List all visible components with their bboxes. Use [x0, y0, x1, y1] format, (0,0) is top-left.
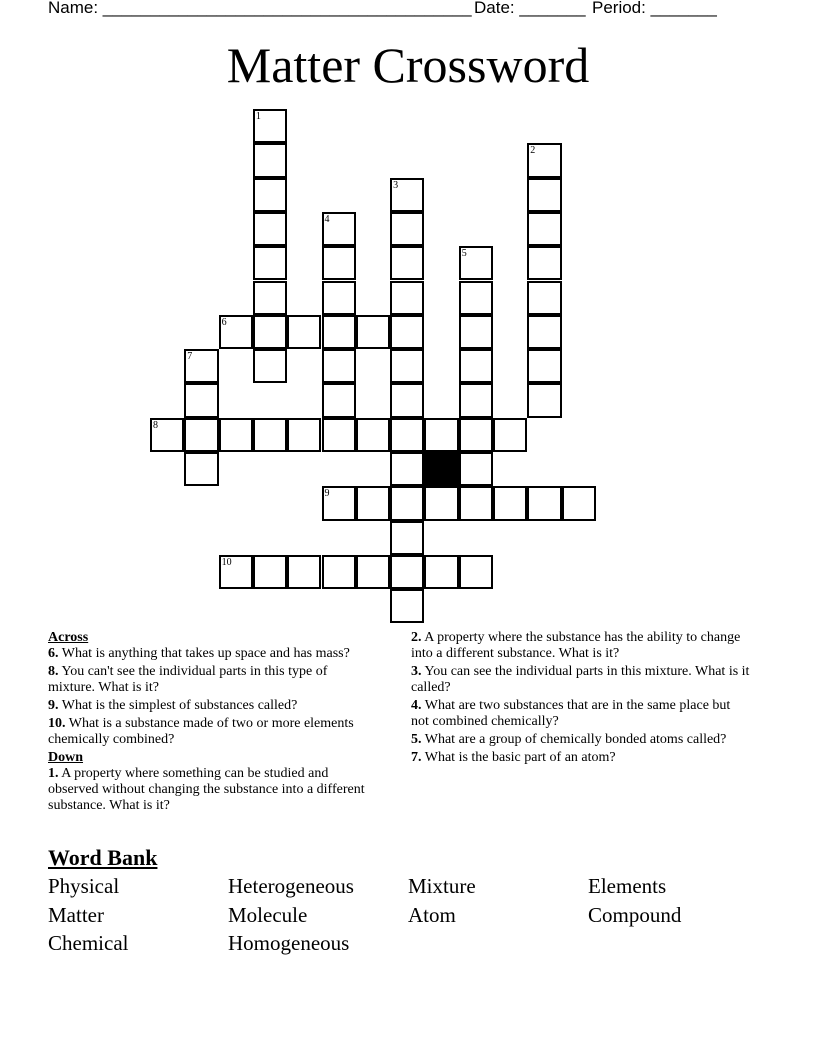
- word-bank-item: Homogeneous: [228, 931, 350, 955]
- grid-cell[interactable]: [322, 349, 356, 383]
- grid-cell[interactable]: [390, 452, 424, 486]
- down-clue-1: 1. A property where something can be studied and observed without changing the substance into a different substance. What is it?: [48, 766, 365, 813]
- clues-left-column: [48, 630, 373, 816]
- across-clue-8: 8. You can't see the individual parts in this type of mixture. What is it?: [48, 664, 328, 695]
- clue-number: 2: [530, 145, 536, 157]
- grid-cell[interactable]: [562, 486, 596, 520]
- word-bank-item: Heterogeneous: [228, 874, 354, 898]
- grid-cell[interactable]: [390, 315, 424, 349]
- grid-cell[interactable]: [253, 212, 287, 246]
- grid-cell[interactable]: [390, 246, 424, 280]
- black-cell: [424, 452, 458, 486]
- across-clue-10: 10. What is a substance made of two or more elements chemically combined?: [48, 716, 354, 747]
- grid-cell[interactable]: [322, 383, 356, 417]
- word-bank-item: Chemical: [48, 931, 129, 955]
- grid-cell[interactable]: [287, 315, 321, 349]
- clue-number: 9: [324, 488, 330, 500]
- grid-cell[interactable]: [253, 143, 287, 177]
- grid-cell[interactable]: [184, 452, 218, 486]
- grid-cell[interactable]: [390, 555, 424, 589]
- grid-cell[interactable]: [493, 418, 527, 452]
- grid-cell[interactable]: [322, 212, 356, 246]
- down-clue-5: 5. What are a group of chemically bonded atoms called?: [411, 732, 727, 747]
- clue-number: 5: [461, 248, 467, 260]
- grid-cell[interactable]: [184, 349, 218, 383]
- page-title: Matter Crossword: [226, 37, 590, 93]
- down-clue-7: 7. What is the basic part of an atom?: [411, 750, 616, 765]
- word-bank-item: Molecule: [228, 903, 308, 927]
- down-clue-2: 2. A property where the substance has the ability to change into a different substance. What is it?: [411, 630, 741, 661]
- grid-cell[interactable]: [150, 418, 184, 452]
- grid-cell[interactable]: [219, 315, 253, 349]
- clue-number: 3: [393, 179, 399, 191]
- clue-number: 6: [221, 316, 227, 328]
- word-bank-item: Elements: [588, 874, 667, 898]
- grid-cell[interactable]: [322, 281, 356, 315]
- grid-cell[interactable]: [527, 212, 561, 246]
- grid-cell[interactable]: [527, 315, 561, 349]
- grid-cell[interactable]: [390, 212, 424, 246]
- grid-cell[interactable]: [459, 281, 493, 315]
- clue-number: 4: [324, 213, 330, 225]
- grid-cell[interactable]: [459, 452, 493, 486]
- grid-cell[interactable]: [356, 315, 390, 349]
- grid-cell[interactable]: [459, 246, 493, 280]
- across-heading: Across: [48, 630, 89, 645]
- grid-cell[interactable]: [390, 418, 424, 452]
- grid-cell[interactable]: [184, 383, 218, 417]
- grid-cell[interactable]: [459, 349, 493, 383]
- grid-cell[interactable]: [390, 178, 424, 212]
- grid-cell[interactable]: [459, 315, 493, 349]
- grid-cell[interactable]: [253, 178, 287, 212]
- grid-cell[interactable]: [527, 349, 561, 383]
- name-field-label: Name: _______________________________________: [48, 0, 472, 17]
- grid-cell[interactable]: [390, 349, 424, 383]
- grid-cell[interactable]: [424, 486, 458, 520]
- grid-cell[interactable]: [527, 281, 561, 315]
- grid-cell[interactable]: [287, 555, 321, 589]
- grid-cell[interactable]: [253, 555, 287, 589]
- grid-cell[interactable]: [253, 418, 287, 452]
- grid-cell[interactable]: [184, 418, 218, 452]
- grid-cell[interactable]: [253, 109, 287, 143]
- down-clue-3: 3. You can see the individual parts in this mixture. What is it called?: [411, 664, 750, 695]
- grid-cell[interactable]: [527, 143, 561, 177]
- down-heading: Down: [48, 750, 84, 765]
- grid-cell[interactable]: [253, 281, 287, 315]
- grid-cell[interactable]: [459, 418, 493, 452]
- grid-cell[interactable]: [390, 486, 424, 520]
- word-bank-item: Physical: [48, 874, 120, 898]
- grid-cell[interactable]: [253, 315, 287, 349]
- grid-cell[interactable]: [322, 555, 356, 589]
- clue-number: 10: [221, 556, 232, 568]
- clue-number: 8: [153, 419, 158, 431]
- grid-cell[interactable]: [322, 315, 356, 349]
- clue-number: 7: [187, 351, 193, 363]
- grid-cell[interactable]: [493, 486, 527, 520]
- grid-cell[interactable]: [527, 383, 561, 417]
- word-bank-title: Word Bank: [48, 845, 158, 870]
- grid-cell[interactable]: [459, 383, 493, 417]
- grid-cell[interactable]: [390, 589, 424, 623]
- grid-cell[interactable]: [459, 555, 493, 589]
- grid-cell[interactable]: [253, 246, 287, 280]
- grid-cell[interactable]: [424, 418, 458, 452]
- grid-cell[interactable]: [219, 418, 253, 452]
- grid-cell[interactable]: [356, 418, 390, 452]
- grid-cell[interactable]: [287, 418, 321, 452]
- grid-cell[interactable]: [424, 555, 458, 589]
- date-field-label: Date: _______: [474, 0, 586, 17]
- grid-cell[interactable]: [527, 246, 561, 280]
- grid-cell[interactable]: [322, 246, 356, 280]
- down-clue-4: 4. What are two substances that are in the same place but not combined chemically?: [411, 698, 731, 729]
- clues-right-column: [411, 630, 751, 768]
- across-clue-9: 9. What is the simplest of substances called?: [48, 698, 298, 713]
- grid-cell[interactable]: [390, 521, 424, 555]
- grid-cell[interactable]: [356, 486, 390, 520]
- grid-cell[interactable]: [459, 486, 493, 520]
- across-clue-6: 6. What is anything that takes up space and has mass?: [48, 646, 350, 661]
- grid-cell[interactable]: [322, 486, 356, 520]
- word-bank-item: Matter: [48, 903, 104, 927]
- grid-cell[interactable]: [527, 486, 561, 520]
- grid-cell[interactable]: [356, 555, 390, 589]
- period-field-label: Period: _______: [592, 0, 717, 17]
- clue-number: 1: [255, 111, 261, 122]
- word-bank-item: Mixture: [408, 874, 476, 898]
- grid-cell[interactable]: [390, 281, 424, 315]
- word-bank-item: Compound: [588, 903, 682, 927]
- grid-cell[interactable]: [527, 178, 561, 212]
- grid-cell[interactable]: [390, 383, 424, 417]
- grid-cell[interactable]: [219, 555, 253, 589]
- word-bank-item: Atom: [408, 903, 456, 927]
- grid-cell[interactable]: [253, 349, 287, 383]
- grid-cell[interactable]: [322, 418, 356, 452]
